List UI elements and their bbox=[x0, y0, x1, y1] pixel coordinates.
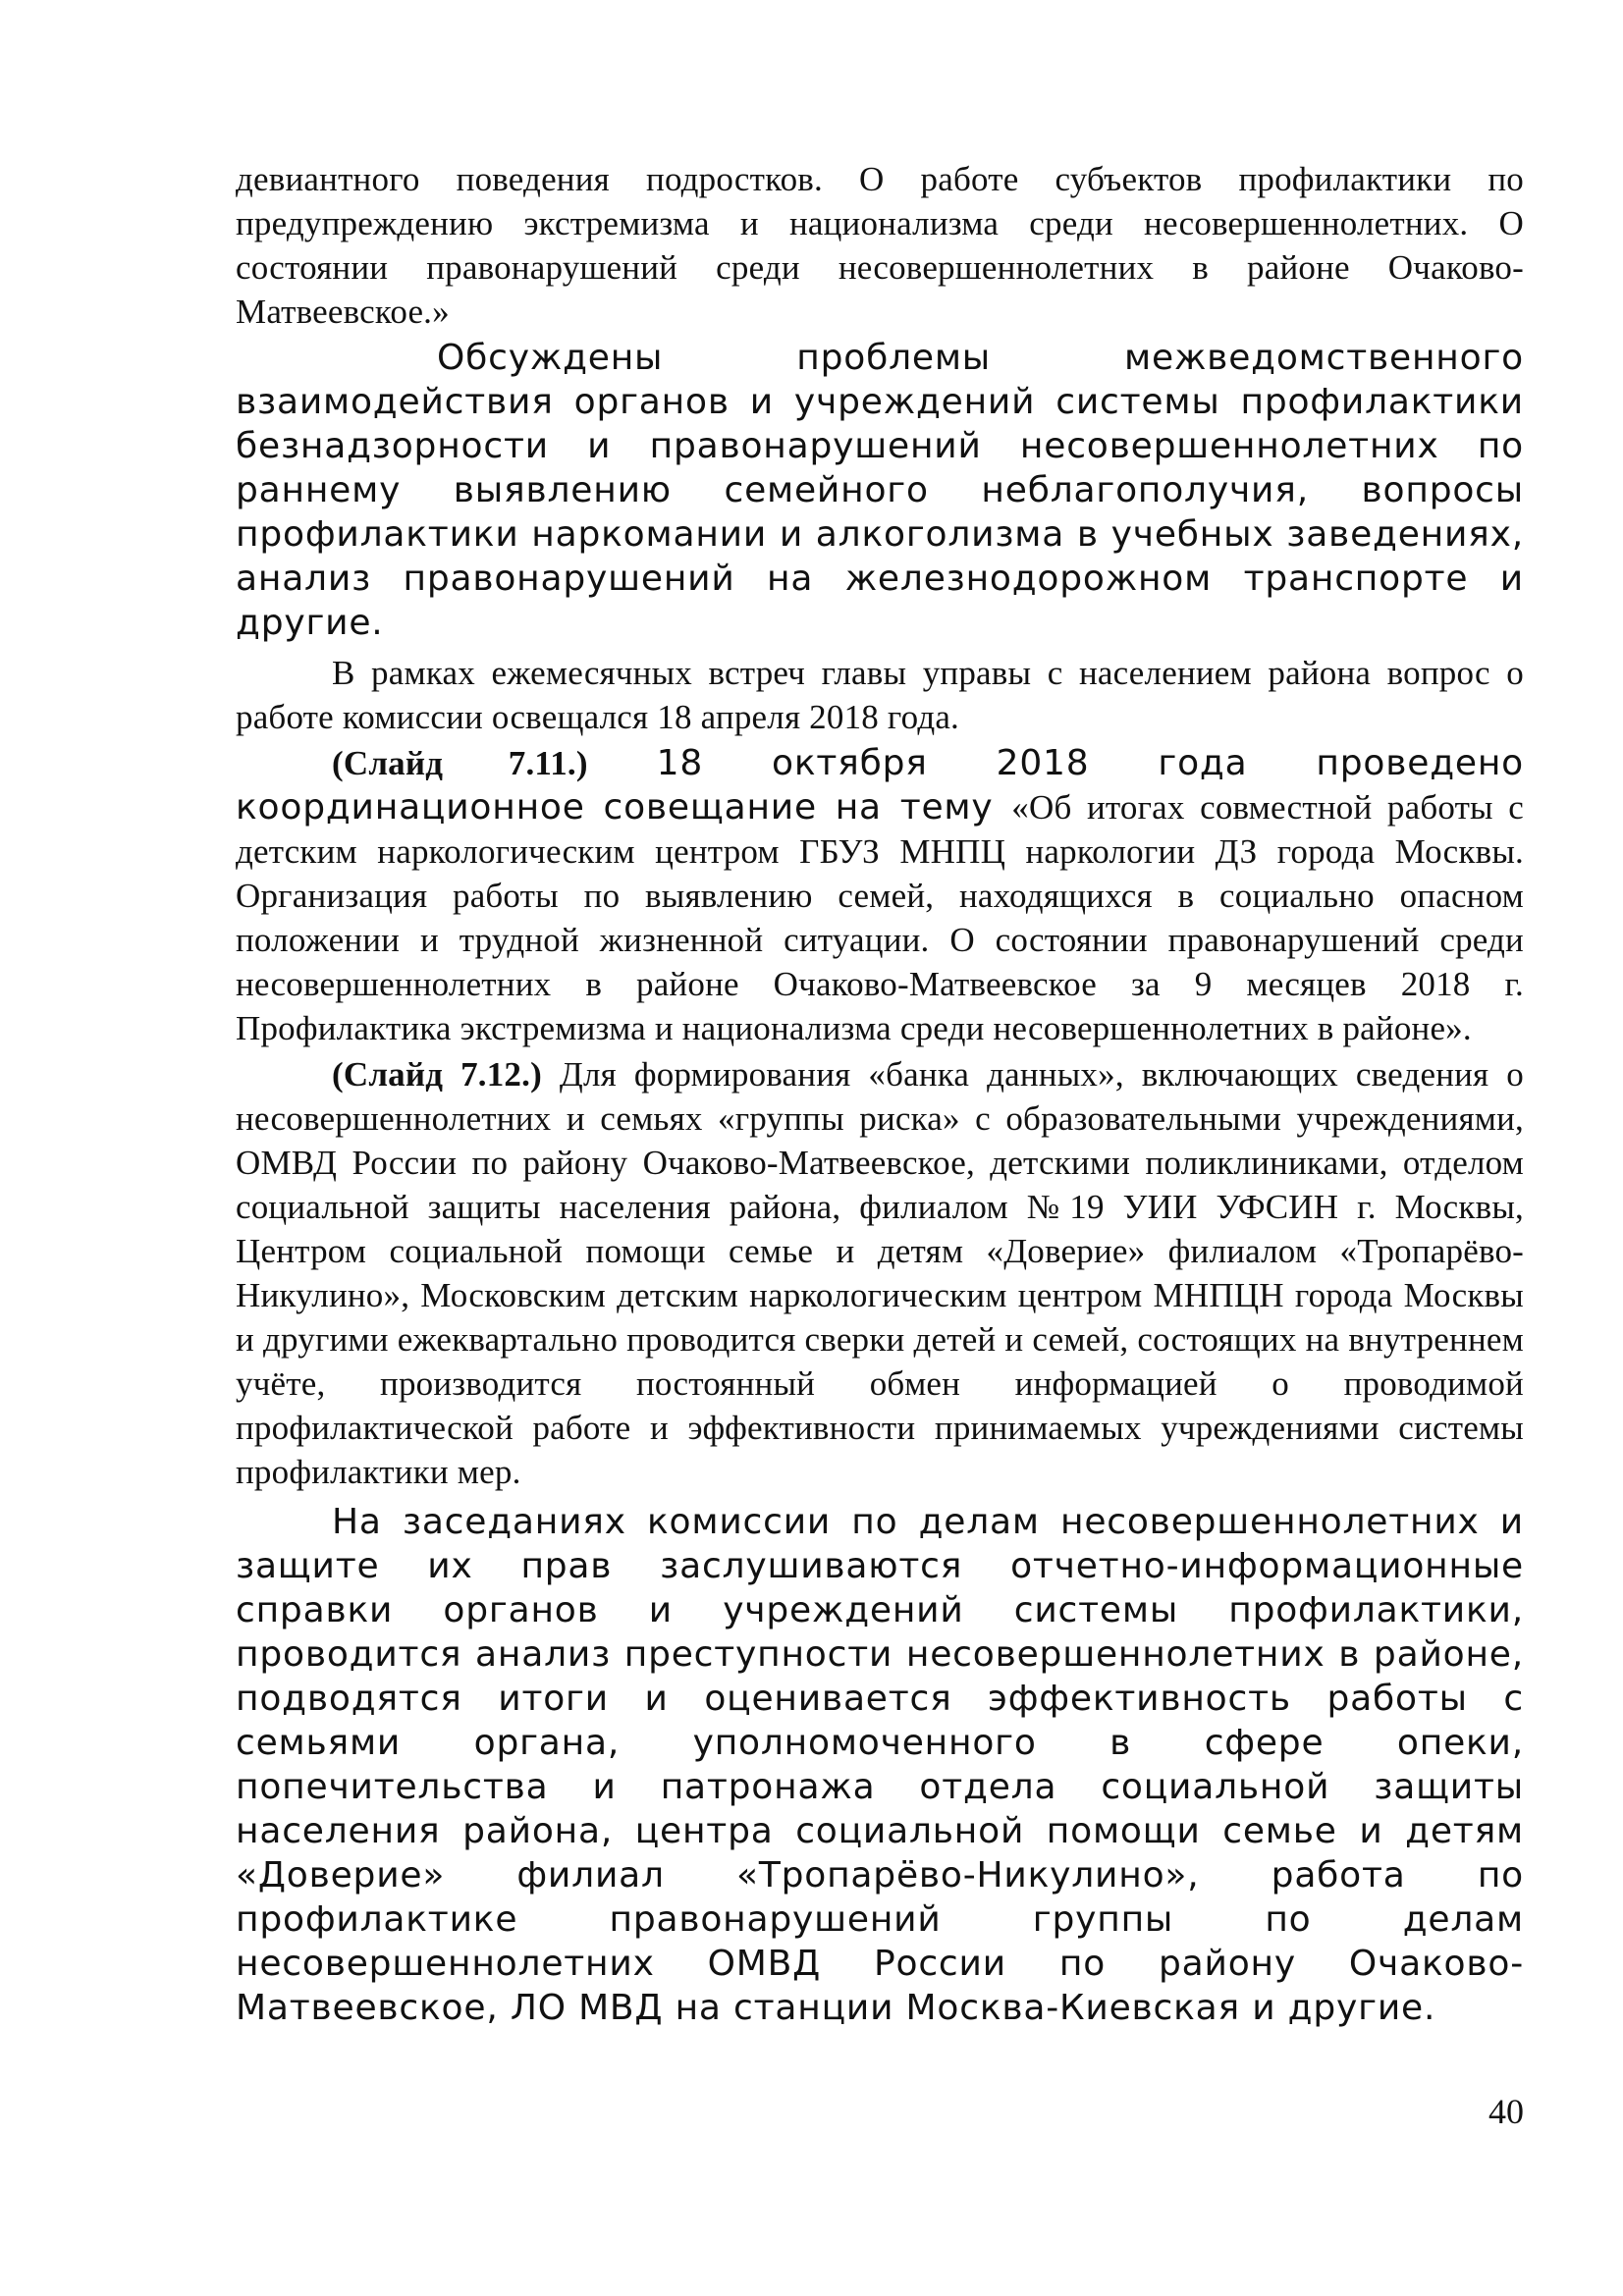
slide-reference: (Слайд 7.12.) bbox=[332, 1055, 542, 1094]
paragraph-2: Обсуждены проблемы межведомственного взаимодействия органов и учреждений системы профилактики безнадзорности и правонарушений несовершеннолетних по раннему выявлению семейного неблагополучия, вопросы профилактики наркомании и алкоголизма в учебных заведениях, анализ правонарушений на железнодорожном транспорте и другие. bbox=[236, 338, 1524, 643]
document-page bbox=[236, 157, 1524, 2030]
page-number: 40 bbox=[1488, 2092, 1524, 2131]
paragraph-1: девиантного поведения подростков. О работе субъектов профилактики по предупреждению экстремизма и национализма среди несовершеннолетних. О состоянии правонарушений среди несовершеннолетних в районе Очаково-Матвеевское.» bbox=[236, 160, 1524, 331]
meeting-announcement: 18 октября 2018 года проведено координационное совещание на тему bbox=[236, 743, 1525, 828]
paragraph-5 bbox=[236, 1052, 1524, 1494]
meeting-topic: «Об итогах совместной работы с детским наркологическим центром ГБУЗ МНПЦ наркологии ДЗ города Москвы. Организация работы по выявлению семей, находящихся в социально опасном положении и трудной жизненной ситуации. О состоянии правонарушений среди несовершеннолетних в районе Очаково-Матвеевское за 9 месяцев 2018 г. Профилактика экстремизма и национализма среди несовершеннолетних в районе». bbox=[236, 788, 1525, 1047]
paragraph-4 bbox=[236, 741, 1524, 1050]
data-bank-text: Для формирования «банка данных», включающих сведения о несовершеннолетних и семьях «группы риска» с образовательными учреждениями, ОМВД России по району Очаково-Матвеевское, детскими поликлиниками, отделом социальной защиты населения района, филиалом №19 УИИ УФСИН г. Москвы, Центром социальной помощи семье и детям «Доверие» филиалом «Тропарёво-Никулино», Московским детским наркологическим центром МНПЦН города Москвы и другими ежеквартально проводится сверки детей и семей, состоящих на внутреннем учёте, производится постоянный обмен информацией о проводимой профилактической работе и эффективности принимаемых учреждениями системы профилактики мер. bbox=[236, 1055, 1524, 1491]
paragraph-6: На заседаниях комиссии по делам несовершеннолетних и защите их прав заслушиваются отчетно-информационные справки органов и учреждений системы профилактики, проводится анализ преступности несовершеннолетних в районе, подводятся итоги и оценивается эффективность работы с семьями органа, уполномоченного в сфере опеки, попечительства и патронажа отдела социальной защиты населения района, центра социальной помощи семье и детям «Доверие» филиал «Тропарёво-Никулино», работа по профилактике правонарушений группы по делам несовершеннолетних ОМВД России по району Очаково-Матвеевское, ЛО МВД на станции Москва-Киевская и другие. bbox=[236, 1502, 1524, 2028]
slide-reference: (Слайд 7.11.) bbox=[332, 744, 588, 782]
paragraph-3: В рамках ежемесячных встреч главы управы с населением района вопрос о работе комиссии освещался 18 апреля 2018 года. bbox=[236, 654, 1524, 736]
